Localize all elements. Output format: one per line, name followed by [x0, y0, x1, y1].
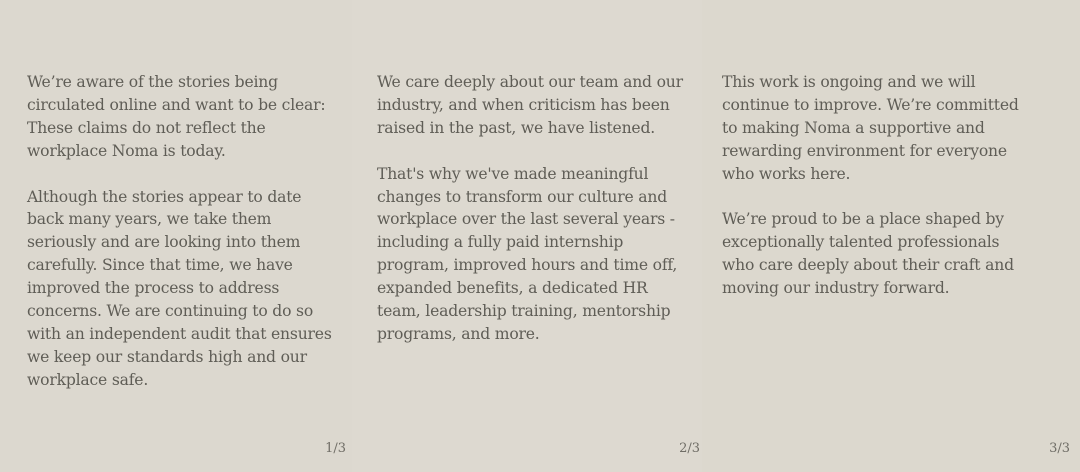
- slide-1-paragraph-1: We’re aware of the stories being circulated online and want to be clear: These claims do not reflect the workplace Noma is today.: [27, 73, 326, 160]
- slide-3-page-number: 3/3: [1049, 441, 1070, 456]
- slide-2-paragraph-1: We care deeply about our team and our industry, and when criticism has been raised in the past, we have listened.: [377, 73, 683, 137]
- slide-2-paragraph-2: That's why we've made meaningful changes to transform our culture and workplace over the last several years - including a fully paid internship program, improved hours and time off, expanded benefits, a dedicated HR team, leadership training, mentorship programs, and more.: [377, 164, 678, 343]
- slide-3-paragraph-1: This work is ongoing and we will continue to improve. We’re committed to making Noma a supportive and rewarding environment for everyone who works here.: [722, 73, 1019, 183]
- slide-3-text: [722, 71, 1022, 300]
- slide-2-text: [377, 71, 689, 346]
- slide-1-page-number: 1/3: [325, 441, 346, 456]
- slide-1-paragraph-2: Although the stories appear to date back many years, we take them seriously and are looking into them carefully. Since that time, we have improved the process to address concerns. We are continuing to do so with an independent audit that ensures we keep our standards high and our workplace safe.: [27, 187, 332, 389]
- slide-1-text: [27, 71, 342, 392]
- statement-slide-2: [352, 0, 702, 472]
- slide-2-page-number: 2/3: [679, 441, 700, 456]
- statement-slide-3: [702, 0, 1080, 472]
- statement-slide-1: [0, 0, 352, 472]
- slide-3-paragraph-2: We’re proud to be a place shaped by exceptionally talented professionals who care deeply about their craft and moving our industry forward.: [722, 210, 1014, 298]
